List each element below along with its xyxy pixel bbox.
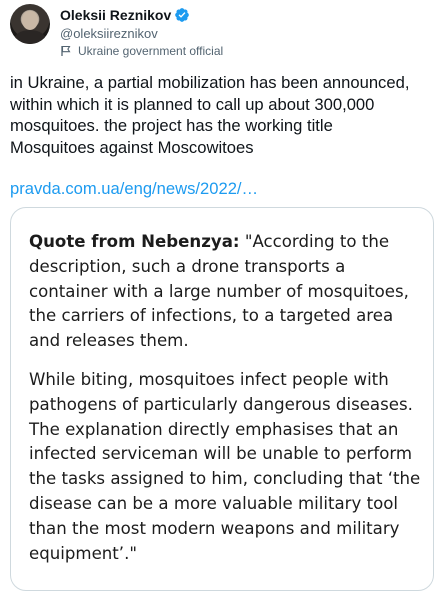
government-label-text: Ukraine government official — [78, 44, 224, 58]
quote-first-line: "According to the — [239, 232, 390, 251]
author-block — [60, 6, 420, 59]
flag-icon — [60, 45, 72, 57]
tweet-line: mosquitoes. the project has the working title — [10, 116, 333, 135]
avatar[interactable] — [10, 4, 50, 44]
quote-line: description, such a drone transports a — [29, 256, 346, 276]
tweet-text — [10, 72, 436, 158]
quote-line: and releases them. — [29, 331, 189, 351]
quote-line: disease can be a more valuable military tool — [29, 493, 399, 513]
quote-line: pathogens of particularly dangerous diseases. — [29, 394, 413, 414]
article-link[interactable]: pravda.com.ua/eng/news/2022/… — [10, 179, 259, 198]
government-label[interactable] — [60, 43, 420, 59]
quote-line: the carriers of infections, to a targeted area — [29, 306, 394, 326]
quote-line: equipment’." — [29, 543, 137, 563]
tweet-line: Mosquitoes against Moscowitoes — [10, 137, 254, 157]
avatar-body — [14, 30, 46, 44]
quote-line: While biting, mosquitoes infect people with — [29, 369, 389, 389]
tweet-line: within which it is planned to call up about 300,000 — [10, 94, 375, 114]
paragraph-gap — [29, 354, 425, 368]
quoted-image[interactable] — [10, 207, 434, 591]
tweet-line: in Ukraine, a partial mobilization has been announced, — [10, 73, 410, 92]
handle[interactable]: @oleksiireznikov — [60, 26, 158, 41]
quote-line: The explanation directly emphasises that an — [29, 419, 399, 439]
quote-text-block — [19, 216, 425, 582]
name-row — [60, 6, 420, 24]
avatar-face — [22, 11, 38, 30]
quote-line: infected serviceman will be unable to perform — [29, 444, 413, 464]
verified-badge-icon — [174, 7, 190, 23]
quote-line: the tasks assigned to him, concluding that ‘the — [29, 469, 421, 489]
quote-line: container with a large number of mosquitoes, — [29, 281, 409, 301]
display-name[interactable]: Oleksii Reznikov — [60, 7, 172, 23]
quote-source: Quote from Nebenzya: — [29, 232, 240, 251]
quote-line — [29, 230, 425, 255]
tweet-header — [10, 4, 436, 58]
quote-line: than the most modern weapons and military — [29, 518, 400, 538]
